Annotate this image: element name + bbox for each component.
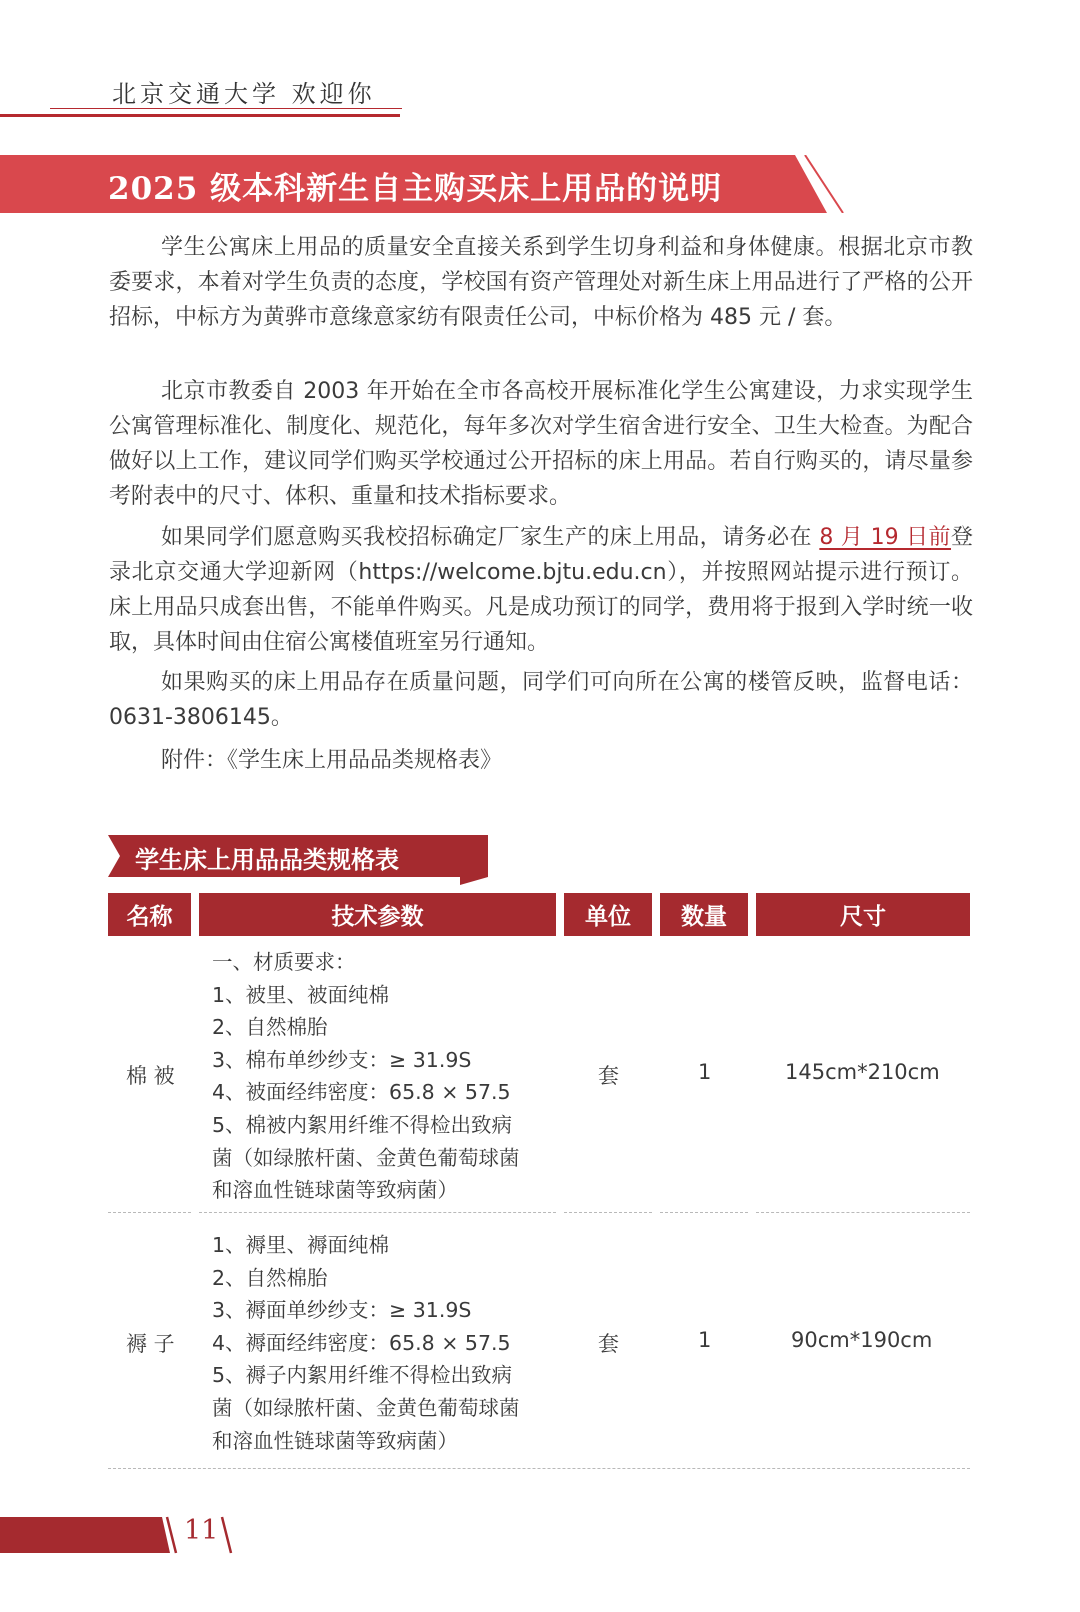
paragraph-3-rest: 登录北京交通大学迎新网（https://welcome.bjtu.edu.cn），并按照网站提示进行预订。床上用品只成套出售，不能单件购买。凡是成功预订的同学，费用将于报到入学时统一收取，具体时间由住宿公寓楼值班室另行通知。 (109, 525, 973, 655)
row-size: 90cm*190cm (791, 1328, 933, 1352)
spec-line: 菌（如绿脓杆菌、金黄色葡萄球菌 (212, 1395, 520, 1420)
header-rule (0, 114, 400, 117)
spec-line: 2、自然棉胎 (212, 1265, 328, 1290)
paragraph-2: 北京市教委自 2003 年开始在全市各高校开展标准化学生公寓建设，力求实现学生公寓管理标准化、制度化、规范化，每年多次对学生宿舍进行安全、卫生大检查。为配合做好以上工作，建议同学们购买学校通过公开招标的床上用品。若自行购买的，请尽量参考附表中的尺寸、体积、重量和技术指标要求。 (109, 379, 973, 509)
row-divider (756, 1212, 970, 1213)
spec-line: 3、棉布单纱纱支：≥ 31.9S (212, 1047, 472, 1072)
row-divider (564, 1212, 652, 1213)
paragraph-1: 学生公寓床上用品的质量安全直接关系到学生切身利益和身体健康。根据北京市教委要求，本着对学生负责的态度，学校国有资产管理处对新生床上用品进行了严格的公开招标，中标方为黄骅市意缘意家纺有限责任公司，中标价格为 485 元 / 套。 (109, 235, 973, 330)
row-divider (108, 1212, 191, 1213)
col-header-size: 尺寸 (756, 893, 970, 936)
row-unit: 套 (598, 1064, 619, 1088)
paragraph-3-lead: 如果同学们愿意购买我校招标确定厂家生产的床上用品，请务必在 (161, 525, 820, 550)
row-size: 145cm*210cm (785, 1060, 940, 1084)
spec-line: 一、材质要求： (212, 950, 356, 974)
spec-line: 菌（如绿脓杆菌、金黄色葡萄球菌 (212, 1145, 520, 1170)
row-name: 褥 子 (126, 1332, 175, 1356)
row-unit: 套 (598, 1332, 619, 1356)
spec-line: 5、褥子内絮用纤维不得检出致病 (212, 1363, 513, 1388)
row-spec (212, 1229, 520, 1457)
row-qty: 1 (698, 1328, 712, 1352)
col-header-name: 名称 (108, 893, 191, 936)
paragraph-4: 如果购买的床上用品存在质量问题，同学们可向所在公寓的楼管反映，监督电话：0631-3806145。 (109, 670, 973, 730)
row-spec (212, 946, 520, 1207)
paragraph-3 (109, 520, 973, 660)
spec-line: 和溶血性链球菌等致病菌） (212, 1428, 458, 1453)
spec-line: 和溶血性链球菌等致病菌） (212, 1178, 458, 1203)
section-title: 学生床上用品品类规格表 (135, 846, 399, 874)
page-number: 11 (184, 1515, 219, 1546)
col-header-qty: 数量 (660, 893, 748, 936)
spec-line: 4、被面经纬密度：65.8 × 57.5 (212, 1080, 511, 1105)
running-header: 北京交通大学 欢迎你 (112, 80, 376, 108)
header-rule-thin (50, 108, 402, 109)
spec-line: 2、自然棉胎 (212, 1015, 328, 1040)
col-header-spec: 技术参数 (199, 893, 556, 936)
attachment-note: 附件：《学生床上用品品类规格表》 (161, 748, 503, 773)
row-name: 棉 被 (126, 1064, 175, 1088)
col-header-unit: 单位 (564, 893, 652, 936)
table-bottom-rule (108, 1468, 970, 1469)
page-title: 2025 级本科新生自主购买床上用品的说明 (108, 171, 723, 207)
spec-line: 1、被里、被面纯棉 (212, 982, 390, 1007)
spec-line: 1、褥里、褥面纯棉 (212, 1233, 390, 1257)
spec-line: 5、棉被内絮用纤维不得检出致病 (212, 1112, 513, 1137)
deadline-highlight: 8 月 19 日前 (819, 525, 951, 550)
row-divider (199, 1212, 556, 1213)
row-qty: 1 (698, 1060, 712, 1084)
row-divider (660, 1212, 748, 1213)
spec-line: 4、褥面经纬密度：65.8 × 57.5 (212, 1330, 511, 1355)
spec-line: 3、褥面单纱纱支：≥ 31.9S (212, 1298, 472, 1323)
